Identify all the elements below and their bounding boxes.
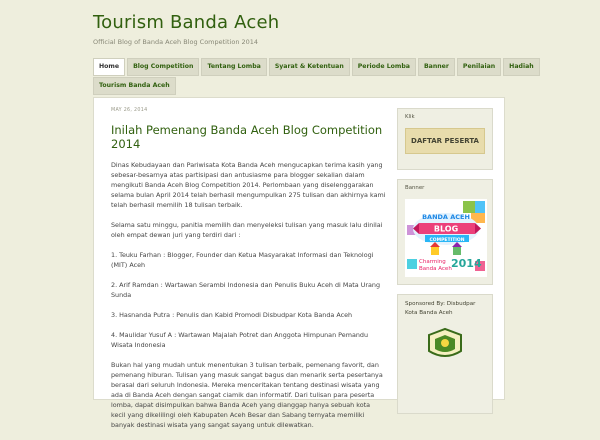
disbudpar-logo-icon <box>425 327 465 361</box>
widget-klik-title: Klik <box>405 114 415 120</box>
site-tagline: Official Blog of Banda Aceh Blog Competition 2014 <box>93 38 259 46</box>
banner-year: 2014 <box>451 257 482 270</box>
banner-artwork-icon <box>405 199 487 277</box>
sidebar <box>397 108 493 423</box>
post-paragraph: Dinas Kebudayaan dan Pariwisata Kota Banda Aceh mengucapkan terima kasih yang sebesar-besarnya atas partisipasi dan antusiasme para blogger sekalian dalam mengikuti Banda Aceh Blog Competition 2014. Perlombaan yang diselenggarakan selama bulan April 2014 telah berhasil mengumpulkan 275 tulisan dan akhirnya kami telah berhasil memilih 18 tulisan terbaik. <box>111 161 386 209</box>
nav-item-syarat-ketentuan[interactable]: Syarat & Ketentuan <box>269 58 350 76</box>
nav-item-banner[interactable]: Banner <box>418 58 455 76</box>
post-paragraph: 1. Teuku Farhan : Blogger, Founder dan Ketua Masyarakat Informasi dan Teknologi (MIT) Aceh <box>111 251 374 269</box>
banner-line3: COMPETITION <box>429 237 465 243</box>
nav-item-periode-lomba[interactable]: Periode Lomba <box>352 58 416 76</box>
post-paragraph: Bukan hal yang mudah untuk menentukan 3 tulisan terbaik, pemenang favorit, dan pemenang hiburan. Tulisan yang masuk sangat bagus dan menarik serta pesertanya berasal dari seluruh Indonesia. Mereka menceritakan tentang destinasi wisata yang ada di Banda Aceh dengan sangat ciamik dan informatif. Dari tulisan para peserta lomba, dapat disimpulkan bahwa Banda Aceh yang dianggap hanya sebuah kota kecil yang dikelilingi oleh Kabupaten Aceh Besar dan Sabang ternyata memiliki banyak destinasi wisata yang sangat sayang untuk dilewatkan. <box>111 361 383 429</box>
nav-row-primary <box>93 58 534 76</box>
banner-line2: BLOG <box>433 224 459 234</box>
post-paragraph: Selama satu minggu, panitia memilih dan menyeleksi tulisan yang masuk lalu dinilai oleh empat dewan juri yang terdiri dari : <box>111 221 383 239</box>
post-paragraph: 3. Hasnanda Putra : Penulis dan Kabid Promodi Disbudpar Kota Banda Aceh <box>111 311 353 319</box>
widget-sponsor <box>397 294 493 414</box>
post-paragraph: 2. Arif Ramdan : Wartawan Serambi Indonesia dan Penulis Buku Aceh di Mata Urang Sunda <box>111 281 381 299</box>
nav-item-hadiah[interactable]: Hadiah <box>503 58 539 76</box>
banner-line4: Charming <box>419 259 446 265</box>
nav-item-penilaian[interactable]: Penilaian <box>457 58 501 76</box>
nav-item-tourism-banda-aceh[interactable]: Tourism Banda Aceh <box>93 77 176 95</box>
sponsor-title: Sponsored By: Disbudpar Kota Banda Aceh <box>405 301 476 316</box>
nav-item-tentang-lomba[interactable]: Tentang Lomba <box>201 58 266 76</box>
competition-banner[interactable] <box>405 199 487 277</box>
widget-banner <box>397 179 493 285</box>
post-date: MAY 26, 2014 <box>111 108 148 113</box>
widget-banner-title: Banner <box>405 185 425 191</box>
post-paragraph: 4. Maulidar Yusuf A : Wartawan Majalah Potret dan Anggota Himpunan Pemandu Wisata Indonesia <box>111 331 369 349</box>
blog-post <box>111 108 386 440</box>
site-title[interactable]: Tourism Banda Aceh <box>93 12 280 33</box>
nav-item-blog-competition[interactable]: Blog Competition <box>127 58 199 76</box>
post-body <box>111 160 386 430</box>
post-title[interactable]: Inilah Pemenang Banda Aceh Blog Competition 2014 <box>111 123 383 151</box>
banner-line5: Banda Aceh <box>419 266 452 272</box>
widget-klik <box>397 108 493 170</box>
daftar-peserta-button[interactable]: DAFTAR PESERTA <box>405 128 485 154</box>
main-navigation <box>93 58 534 96</box>
nav-row-secondary <box>93 77 505 95</box>
banner-line1: BANDA ACEH <box>422 213 470 221</box>
content-area <box>93 97 505 429</box>
nav-item-home[interactable]: Home <box>93 58 125 76</box>
